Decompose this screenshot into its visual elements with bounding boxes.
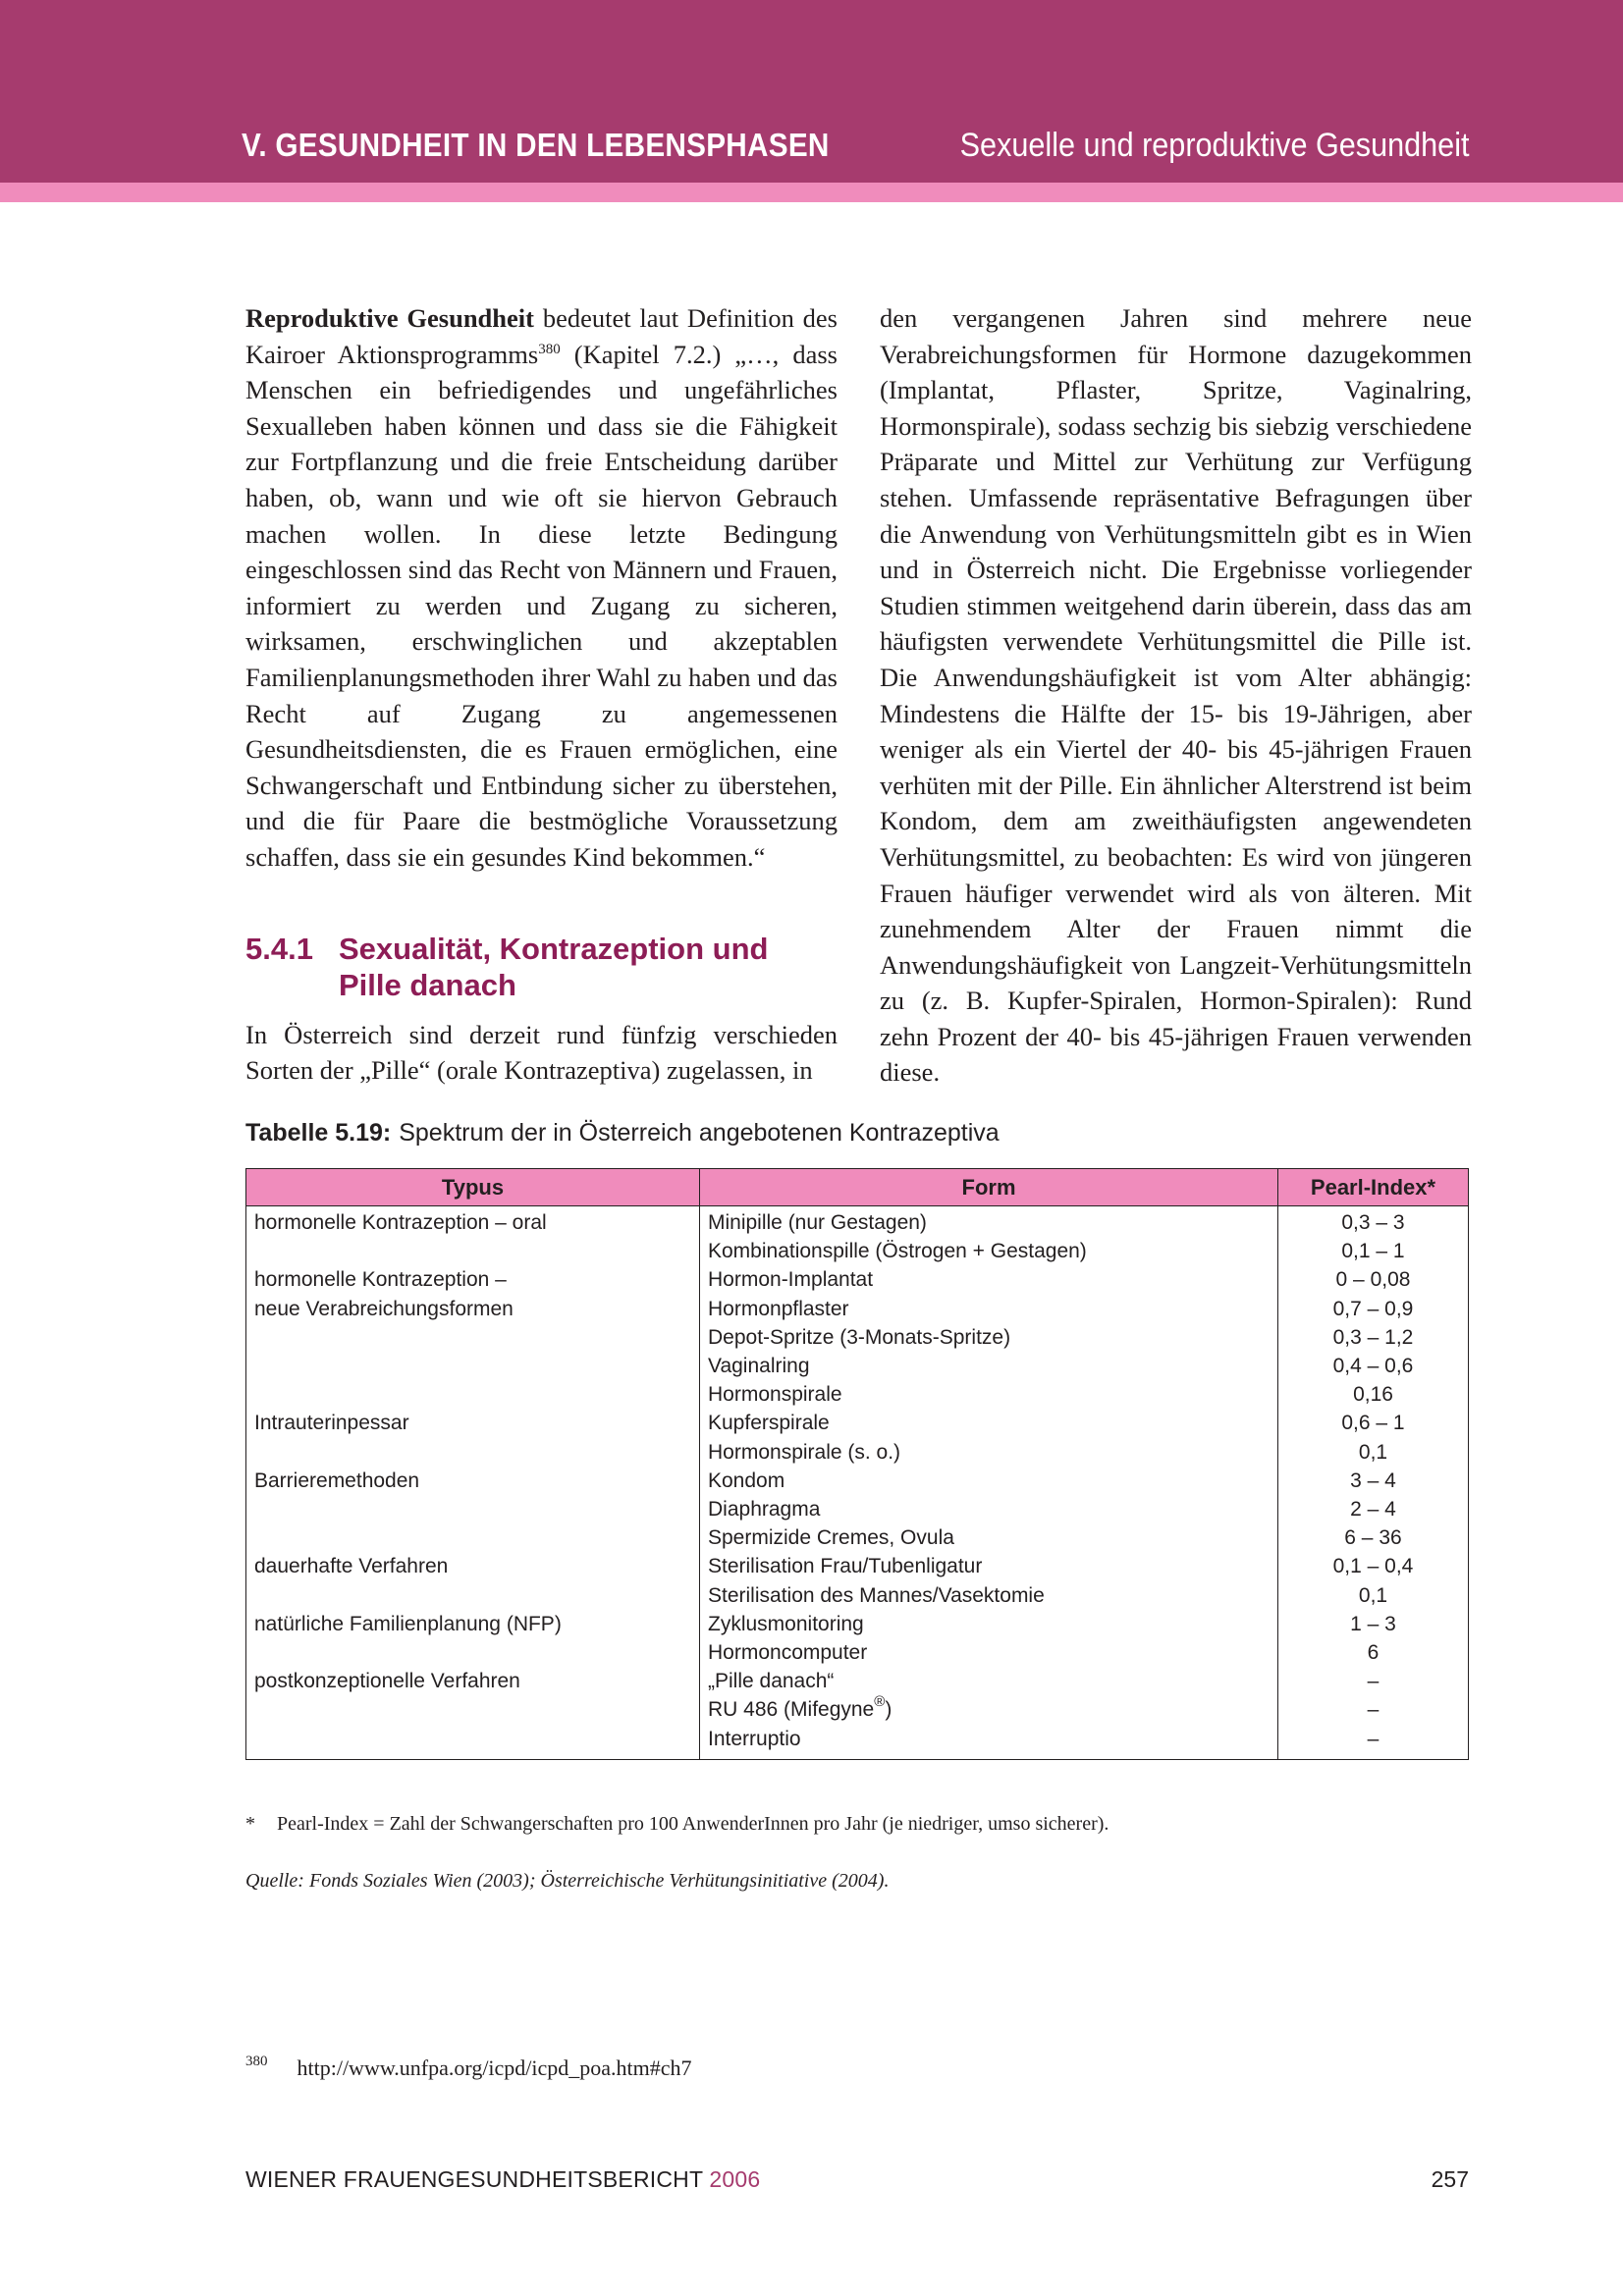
table-row <box>246 1237 1469 1265</box>
cell-pearl-index: 0,16 <box>1278 1380 1469 1409</box>
cell-typus <box>246 1495 700 1523</box>
table-row <box>246 1352 1469 1380</box>
cell-typus <box>246 1352 700 1380</box>
page-footnote <box>245 2047 692 2083</box>
cell-typus: Barrieremethoden <box>246 1467 700 1495</box>
intro-text-part-2: (Kapitel 7.2.) „…, dass Menschen ein befriedigendes und ungefährliches Sexualleben haben können und dass sie die Fähigkeit zur Fortpflanzung und die freie Entscheidung darüber haben, ob, wann und wie oft sie hiervon Gebrauch machen wollen. In diese letzte Bedingung eingeschlossen sind das Recht von Männern und Frauen, informiert zu werden und Zugang zu sicheren, wirksamen, erschwinglichen und akzeptablen Familienplanungsmethoden ihrer Wahl zu haben und das Recht auf Zugang zu angemessenen Gesundheitsdiensten, die es Frauen ermöglichen, eine Schwangerschaft und Entbindung sicher zu überstehen, und die für Paare die bestmögliche Voraussetzung schaffen, dass sie ein gesundes Kind bekommen.“ <box>245 339 838 872</box>
header-stripe <box>0 183 1623 202</box>
intro-text-part-1: bedeutet laut Definition des Kairoer Aktionsprogramms <box>245 303 838 369</box>
section-number: 5.4.1 <box>245 931 313 966</box>
column-header-form: Form <box>700 1169 1278 1206</box>
cell-form: Kombinationspille (Östrogen + Gestagen) <box>700 1237 1278 1265</box>
right-column <box>880 300 1472 1091</box>
table-row <box>246 1467 1469 1495</box>
intro-paragraph <box>245 300 838 876</box>
cell-pearl-index: 3 – 4 <box>1278 1467 1469 1495</box>
cell-form: Minipille (nur Gestagen) <box>700 1206 1278 1238</box>
cell-form: Hormonspirale <box>700 1380 1278 1409</box>
cell-pearl-index: 6 <box>1278 1638 1469 1667</box>
table-row <box>246 1552 1469 1580</box>
table-row <box>246 1265 1469 1294</box>
cell-typus <box>246 1638 700 1667</box>
footnote-text: Pearl-Index = Zahl der Schwangerschaften pro 100 AnwenderInnen pro Jahr (je niedriger, umso sicherer). <box>277 1813 1109 1835</box>
cell-typus <box>246 1695 700 1724</box>
cell-form <box>700 1695 1278 1724</box>
table-row <box>246 1380 1469 1409</box>
cell-pearl-index: 2 – 4 <box>1278 1495 1469 1523</box>
table-row <box>246 1581 1469 1610</box>
cell-pearl-index: 0,3 – 3 <box>1278 1206 1469 1238</box>
cell-typus: dauerhafte Verfahren <box>246 1552 700 1580</box>
cell-form: Diaphragma <box>700 1495 1278 1523</box>
table-caption-text: Spektrum der in Österreich angebotenen Kontrazeptiva <box>399 1119 1000 1147</box>
footer-year: 2006 <box>709 2166 761 2192</box>
footer-title <box>245 2163 760 2195</box>
table-row <box>246 1438 1469 1467</box>
cell-pearl-index: – <box>1278 1725 1469 1760</box>
cell-pearl-index: 1 – 3 <box>1278 1610 1469 1638</box>
topic-title: Sexuelle und reproduktive Gesundheit <box>959 127 1469 164</box>
cell-pearl-index: 0,6 – 1 <box>1278 1409 1469 1437</box>
cell-pearl-index: 0,7 – 0,9 <box>1278 1295 1469 1323</box>
right-paragraph: den vergangenen Jahren sind mehrere neue Verabreichungsformen für Hormone dazugekommen (Implantat, Pflaster, Spritze, Vaginalring, Hormonspirale), sodass sechzig bis siebzig verschiedene Präparate und Mittel zur Verhütung zur Verfügung stehen. Umfassende repräsentative Befragungen über die Anwendung von Verhütungsmitteln gibt es in Wien und in Österreich nicht. Die Ergebnisse vorliegender Studien stimmen weitgehend darin überein, dass das am häufigsten verwendete Verhütungsmittel die Pille ist. Die Anwendungshäufigkeit ist vom Alter abhängig: Mindestens die Hälfte der 15- bis 19-Jährigen, aber weniger als ein Viertel der 40- bis 45-jährigen Frauen verhüten mit der Pille. Ein ähnlicher Alterstrend ist beim Kondom, dem am zweithäufigsten angewendeten Verhütungsmittel, zu beobachten: Es wird von jüngeren Frauen häufiger verwendet wird als von älteren. Mit zunehmendem Alter der Frauen nimmt die Anwendungshäufigkeit von Langzeit-Verhütungsmitteln zu (z. B. Kupfer-Spiralen, Hormon-Spiralen): Rund zehn Prozent der 40- bis 45-jährigen Frauen verwenden diese. <box>880 303 1472 1088</box>
page-footnote-number: 380 <box>245 2054 268 2069</box>
cell-form: Sterilisation des Mannes/Vasektomie <box>700 1581 1278 1610</box>
chapter-title: V. GESUNDHEIT IN DEN LEBENSPHASEN <box>242 127 830 163</box>
column-header-typus: Typus <box>246 1169 700 1206</box>
registered-mark: ® <box>874 1693 886 1711</box>
intro-term: Reproduktive Gesundheit <box>245 303 534 333</box>
table-row <box>246 1725 1469 1760</box>
cell-form: Spermizide Cremes, Ovula <box>700 1523 1278 1552</box>
table-row <box>246 1667 1469 1695</box>
cell-pearl-index: 0,1 <box>1278 1581 1469 1610</box>
contraceptives-table <box>245 1168 1469 1760</box>
cell-pearl-index: – <box>1278 1695 1469 1724</box>
footnote-ref: 380 <box>538 341 561 357</box>
table-row <box>246 1295 1469 1323</box>
table-body <box>246 1206 1469 1760</box>
cell-pearl-index: 0,1 – 0,4 <box>1278 1552 1469 1580</box>
table-row <box>246 1610 1469 1638</box>
page-number: 257 <box>1431 2166 1469 2192</box>
table-row <box>246 1523 1469 1552</box>
table-row <box>246 1638 1469 1667</box>
left-column <box>245 300 838 1089</box>
cell-form: Vaginalring <box>700 1352 1278 1380</box>
cell-form: Hormon-Implantat <box>700 1265 1278 1294</box>
footer-report-name: WIENER FRAUENGESUNDHEITSBERICHT <box>245 2166 703 2192</box>
cell-pearl-index: 0,1 <box>1278 1438 1469 1467</box>
cell-typus <box>246 1523 700 1552</box>
cell-typus <box>246 1438 700 1467</box>
cell-form-text: RU 486 (Mifegyne <box>708 1698 875 1722</box>
table-row <box>246 1695 1469 1724</box>
cell-form: „Pille danach“ <box>700 1667 1278 1695</box>
cell-pearl-index: 0 – 0,08 <box>1278 1265 1469 1294</box>
cell-form: Sterilisation Frau/Tubenligatur <box>700 1552 1278 1580</box>
section-paragraph: In Österreich sind derzeit rund fünfzig verschieden Sorten der „Pille“ (orale Kontrazeptiva) zugelassen, in <box>245 1019 838 1086</box>
cell-pearl-index: – <box>1278 1667 1469 1695</box>
table-row <box>246 1206 1469 1238</box>
cell-typus <box>246 1581 700 1610</box>
cell-typus: Intrauterinpessar <box>246 1409 700 1437</box>
cell-form: Interruptio <box>700 1725 1278 1760</box>
page-footnote-url[interactable]: http://www.unfpa.org/icpd/icpd_poa.htm#ch7 <box>297 2056 692 2080</box>
cell-form: Hormoncomputer <box>700 1638 1278 1667</box>
table-footnote <box>245 1810 1109 1838</box>
cell-typus <box>246 1237 700 1265</box>
cell-pearl-index: 0,4 – 0,6 <box>1278 1352 1469 1380</box>
cell-pearl-index: 0,3 – 1,2 <box>1278 1323 1469 1352</box>
cell-pearl-index: 0,1 – 1 <box>1278 1237 1469 1265</box>
table-row <box>246 1323 1469 1352</box>
cell-form: Kupferspirale <box>700 1409 1278 1437</box>
cell-typus: hormonelle Kontrazeption – oral <box>246 1206 700 1238</box>
cell-typus <box>246 1380 700 1409</box>
table-row <box>246 1495 1469 1523</box>
cell-form: Zyklusmonitoring <box>700 1610 1278 1638</box>
section-heading <box>245 931 838 1003</box>
table-row <box>246 1409 1469 1437</box>
cell-typus <box>246 1725 700 1760</box>
cell-typus: postkonzeptionelle Verfahren <box>246 1667 700 1695</box>
table-caption <box>245 1116 1000 1149</box>
cell-form: Kondom <box>700 1467 1278 1495</box>
cell-form: Hormonpflaster <box>700 1295 1278 1323</box>
cell-typus: hormonelle Kontrazeption – <box>246 1265 700 1294</box>
cell-form-text-end: ) <box>885 1698 893 1722</box>
cell-pearl-index: 6 – 36 <box>1278 1523 1469 1552</box>
table-source: Quelle: Fonds Soziales Wien (2003); Österreichische Verhütungsinitiative (2004). <box>245 1870 890 1892</box>
footnote-marker: * <box>245 1813 255 1835</box>
cell-typus <box>246 1323 700 1352</box>
cell-typus: natürliche Familienplanung (NFP) <box>246 1610 700 1638</box>
table-caption-label: Tabelle 5.19: <box>245 1119 392 1147</box>
cell-form: Depot-Spritze (3-Monats-Spritze) <box>700 1323 1278 1352</box>
cell-form: Hormonspirale (s. o.) <box>700 1438 1278 1467</box>
cell-typus: neue Verabreichungsformen <box>246 1295 700 1323</box>
column-header-pearl-index: Pearl-Index* <box>1278 1169 1469 1206</box>
section-title: Sexualität, Kontrazeption und Pille danach <box>339 931 769 1002</box>
table-header-row <box>246 1169 1469 1206</box>
